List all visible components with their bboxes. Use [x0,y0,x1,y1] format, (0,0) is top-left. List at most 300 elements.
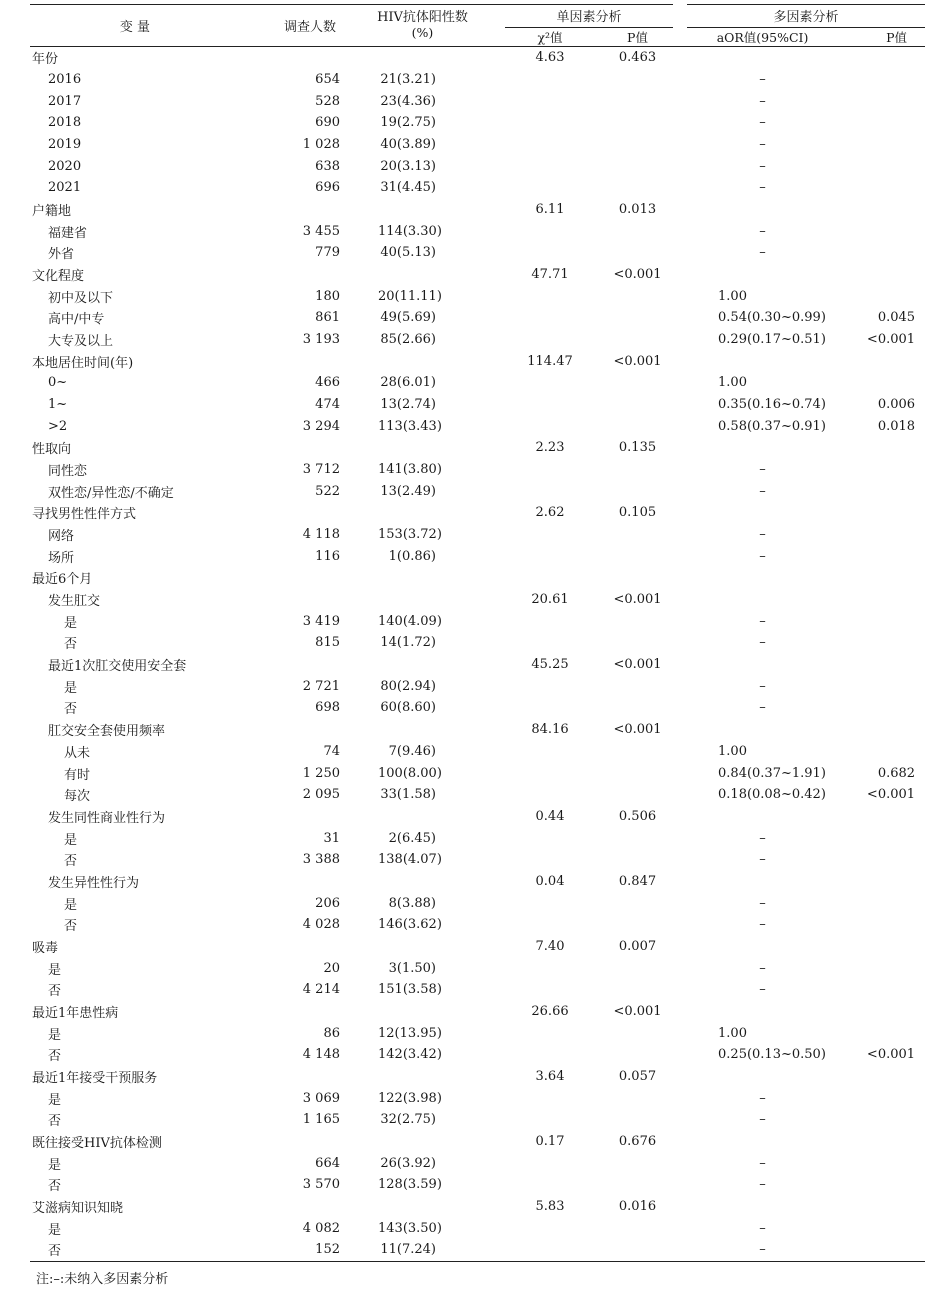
hiv-positive-value: 80(2.94) [380,678,436,694]
cell-p [595,90,680,112]
cell-aor: 0.29(0.17~0.51) [718,332,826,348]
row-label: 否 [64,637,78,653]
hiv-positive-value: 13(2.49) [380,483,436,499]
cell-adjusted-p [845,1152,925,1174]
cell-p [595,155,680,177]
cell-hiv-positive [340,1022,505,1044]
cell-p [595,1022,680,1044]
table-row [30,806,925,828]
table-row [30,1066,925,1088]
cell-surveyed: 2 095 [302,787,340,803]
cell-hiv-positive [340,1152,505,1174]
row-label: 是 [48,1222,62,1238]
row-label: >2 [48,418,68,434]
cell-surveyed: 3 294 [302,418,340,434]
cell-surveyed: 1 250 [302,765,340,781]
cell-chi2 [505,480,595,502]
cell-p: 0.007 [618,938,657,954]
table-row [30,632,925,654]
hiv-positive-value: 40(3.89) [380,137,436,153]
cell-hiv-positive [340,524,505,546]
cell-surveyed: 3 388 [302,852,340,868]
cell-adjusted-p [845,1087,925,1109]
cell-surveyed: 474 [315,397,340,413]
cell-adjusted-p [845,459,925,481]
cell-aor: 0.18(0.08~0.42) [718,787,826,803]
cell-surveyed [240,199,340,221]
hiv-positive-value: 14(1.72) [380,635,436,651]
cell-adjusted-p [845,199,925,221]
table-row [30,849,925,871]
row-label: 艾滋病知识知晓 [32,1200,124,1216]
cell-surveyed [240,502,340,524]
cell-chi2 [505,1174,595,1196]
row-label: 否 [48,1179,62,1195]
cell-adjusted-p [845,134,925,156]
cell-surveyed [240,871,340,893]
hiv-positive-value: 23(4.36) [380,93,436,109]
row-label: 户籍地 [32,204,72,220]
cell-p [595,762,680,784]
cell-chi2 [505,784,595,806]
hiv-positive-value: 113(3.43) [378,418,442,434]
cell-surveyed: 4 214 [302,982,340,998]
cell-surveyed [240,437,340,459]
cell-adjusted-p [845,545,925,567]
cell-aor [680,871,845,893]
cell-surveyed: 206 [315,895,340,911]
table-row [30,177,925,199]
cell-p: <0.001 [613,353,662,369]
cell-adjusted-p [845,654,925,676]
cell-p [595,177,680,199]
cell-p [595,459,680,481]
cell-p: 0.013 [618,202,657,218]
cell-p: 0.016 [618,1198,657,1214]
cell-chi2 [505,675,595,697]
hiv-positive-value: 8(3.88) [388,895,436,911]
cell-p [595,69,680,91]
cell-hiv-positive [340,372,505,394]
cell-aor: – [759,483,766,499]
cell-aor: 1.00 [718,743,747,759]
cell-chi2 [505,524,595,546]
cell-adjusted-p [845,1066,925,1088]
cell-hiv-positive [340,177,505,199]
header-variable: 变 量 [30,5,240,47]
cell-adjusted-p [845,567,925,589]
cell-surveyed [240,719,340,741]
cell-p [595,242,680,264]
table-row [30,957,925,979]
cell-aor [680,1131,845,1153]
cell-chi2 [505,459,595,481]
table-row [30,1022,925,1044]
cell-p: <0.001 [613,267,662,283]
cell-adjusted-p [845,610,925,632]
cell-hiv-positive [340,155,505,177]
cell-surveyed [240,654,340,676]
row-label: 文化程度 [32,269,85,285]
cell-surveyed: 152 [240,1239,340,1261]
hiv-positive-value: 3(1.50) [388,960,436,976]
cell-adjusted-p [845,719,925,741]
table-row [30,199,925,221]
cell-hiv-positive [340,1174,505,1196]
table-row [30,480,925,502]
table-row [30,307,925,329]
cell-chi2 [505,307,595,329]
cell-surveyed: 1 028 [302,137,340,153]
cell-aor: – [759,1155,766,1171]
table-row [30,329,925,351]
cell-aor: – [759,700,766,716]
cell-p: 0.676 [618,1133,657,1149]
cell-aor: – [759,895,766,911]
hiv-positive-value: 31(4.45) [380,180,436,196]
cell-chi2 [505,741,595,763]
cell-adjusted-p [845,1022,925,1044]
cell-chi2 [505,285,595,307]
hiv-positive-value: 12(13.95) [378,1025,442,1041]
cell-aor: – [759,180,766,196]
hiv-positive-value: 114(3.30) [378,223,442,239]
table-row [30,1131,925,1153]
cell-p [595,1087,680,1109]
cell-chi2: 5.83 [535,1198,565,1214]
cell-chi2 [505,155,595,177]
cell-p [595,632,680,654]
hiv-positive-value: 33(1.58) [380,787,436,803]
row-label: 本地居住时间(年) [32,355,134,371]
cell-surveyed [240,1131,340,1153]
hiv-positive-value: 146(3.62) [378,917,442,933]
row-label: 1~ [48,397,68,413]
cell-surveyed [240,1066,340,1088]
row-label: 2021 [48,180,82,196]
cell-p [595,979,680,1001]
cell-hiv-positive [340,979,505,1001]
cell-p: <0.001 [613,722,662,738]
cell-hiv-positive [340,220,505,242]
table-row [30,264,925,286]
cell-surveyed: 86 [323,1025,340,1041]
cell-chi2: 45.25 [531,657,569,673]
cell-aor [680,654,845,676]
cell-p [595,415,680,437]
hiv-positive-value: 141(3.80) [378,462,442,478]
cell-aor [680,567,845,589]
cell-surveyed: 31 [323,830,340,846]
row-label: 最近1次肛交使用安全套 [48,659,187,675]
row-label: 年份 [32,52,59,68]
cell-aor: – [759,635,766,651]
cell-adjusted-p [845,1131,925,1153]
cell-chi2: 2.62 [535,505,565,521]
cell-surveyed: 3 712 [302,462,340,478]
cell-surveyed: 116 [315,548,340,564]
table-row [30,1239,925,1261]
header-aor: aOR值(95%CI) [680,28,845,47]
cell-p [595,784,680,806]
row-label: 发生异性性行为 [48,875,140,891]
cell-surveyed [240,567,340,589]
cell-chi2: 6.11 [535,202,565,218]
cell-p [595,545,680,567]
cell-aor: – [759,548,766,564]
cell-hiv-positive [340,242,505,264]
cell-aor: 0.54(0.30~0.99) [718,310,826,326]
cell-adjusted-p [845,979,925,1001]
cell-adjusted-p: <0.001 [866,332,916,348]
header-hiv-positive [340,5,505,47]
cell-adjusted-p [845,914,925,936]
cell-aor: – [759,917,766,933]
cell-chi2 [505,762,595,784]
row-label: 既往接受HIV抗体检测 [32,1135,162,1151]
table-row [30,610,925,632]
table-row [30,675,925,697]
row-label: 发生肛交 [48,594,101,610]
cell-hiv-positive [340,849,505,871]
row-label: 性取向 [32,442,72,458]
hiv-positive-value: 49(5.69) [380,310,436,326]
row-label: 否 [30,1239,240,1261]
hiv-positive-value: 11(7.24) [380,1242,436,1258]
cell-aor [680,1066,845,1088]
cell-surveyed [240,589,340,611]
hiv-positive-value: 20(3.13) [380,158,436,174]
row-label: 场所 [48,550,75,566]
hiv-positive-value: 1(0.86) [388,548,436,564]
table-row [30,90,925,112]
cell-hiv-positive [340,936,505,958]
table-row [30,1174,925,1196]
cell-adjusted-p [845,589,925,611]
cell-hiv-positive [340,741,505,763]
table-row [30,1152,925,1174]
cell-hiv-positive [340,1001,505,1023]
cell-p [595,285,680,307]
cell-aor: – [759,115,766,131]
table-row [30,1217,925,1239]
table-row [30,524,925,546]
cell-adjusted-p [845,871,925,893]
hiv-positive-value: 28(6.01) [380,375,436,391]
row-label: 是 [64,680,78,696]
cell-surveyed: 4 082 [302,1220,340,1236]
row-label: 最近1年患性病 [32,1005,119,1021]
cell-hiv-positive [340,610,505,632]
cell-p [595,524,680,546]
cell-adjusted-p [845,502,925,524]
cell-aor [680,806,845,828]
cell-aor: 1.00 [718,375,747,391]
cell-aor: – [759,613,766,629]
header-hiv-line2: (%) [411,25,434,40]
cell-aor: – [759,830,766,846]
cell-p [595,675,680,697]
cell-chi2 [505,177,595,199]
cell-aor: – [759,223,766,239]
cell-surveyed: 180 [315,288,340,304]
cell-aor: 0.35(0.16~0.74) [718,397,826,413]
table-row [30,502,925,524]
cell-p [595,957,680,979]
hiv-positive-value: 140(4.09) [378,613,442,629]
cell-p [595,1152,680,1174]
cell-aor: 1.00 [718,1025,747,1041]
hiv-positive-value: 2(6.45) [388,830,436,846]
cell-hiv-positive [340,112,505,134]
row-label: 同性恋 [48,464,88,480]
row-label: 0~ [48,375,68,391]
row-label: 网络 [48,529,75,545]
cell-adjusted-p [845,697,925,719]
row-label: 是 [64,897,78,913]
cell-adjusted-p [845,849,925,871]
cell-chi2 [505,1044,595,1066]
cell-chi2: 26.66 [531,1003,569,1019]
cell-chi2 [505,1217,595,1239]
cell-hiv-positive [340,459,505,481]
hiv-positive-value: 138(4.07) [378,852,442,868]
cell-p: <0.001 [613,1003,662,1019]
hiv-positive-value: 20(11.11) [378,288,442,304]
cell-surveyed: 654 [315,72,340,87]
table-row [30,134,925,156]
cell-aor: 0.25(0.13~0.50) [718,1047,826,1063]
cell-aor: – [759,852,766,868]
row-label: 双性恋/异性恋/不确定 [48,485,174,501]
cell-hiv-positive [340,545,505,567]
cell-chi2: 20.61 [531,592,569,608]
cell-aor: – [759,960,766,976]
table-row [30,871,925,893]
cell-surveyed: 2 721 [302,678,340,694]
cell-surveyed: 3 193 [302,332,340,348]
cell-chi2 [505,112,595,134]
cell-p: <0.001 [613,592,662,608]
cell-chi2 [505,827,595,849]
table-row [30,1109,925,1131]
cell-chi2 [505,697,595,719]
cell-hiv-positive [340,1087,505,1109]
row-label: 否 [48,984,62,1000]
cell-aor [680,502,845,524]
row-label: 高中/中专 [48,312,105,328]
row-label: 2020 [48,158,82,174]
cell-hiv-positive [340,90,505,112]
cell-surveyed: 74 [323,743,340,759]
cell-aor: – [759,678,766,694]
cell-surveyed [240,350,340,372]
cell-p [595,697,680,719]
row-label: 是 [64,832,78,848]
hiv-positive-value: 19(2.75) [380,115,436,131]
hiv-positive-value: 13(2.74) [380,397,436,413]
cell-p [595,134,680,156]
table-row [30,155,925,177]
cell-hiv-positive [340,567,505,589]
header-p: P值 [595,28,680,47]
cell-hiv-positive [340,134,505,156]
cell-hiv-positive [340,1217,505,1239]
cell-aor [680,1196,845,1218]
cell-adjusted-p: <0.001 [866,1047,916,1063]
cell-chi2 [505,1022,595,1044]
hiv-positive-value: 122(3.98) [378,1090,442,1106]
cell-hiv-positive [340,827,505,849]
cell-adjusted-p: 0.018 [877,418,916,434]
cell-chi2 [505,1087,595,1109]
cell-chi2 [505,545,595,567]
cell-hiv-positive [340,675,505,697]
cell-adjusted-p: <0.001 [866,787,916,803]
cell-surveyed: 3 069 [302,1090,340,1106]
cell-chi2: 2.23 [535,440,565,456]
row-label: 吸毒 [32,940,59,956]
header-multivariate: 多因素分析 [680,5,925,28]
cell-chi2 [505,134,595,156]
cell-p [595,914,680,936]
row-label: 2017 [48,93,82,109]
hiv-positive-value: 21(3.21) [380,72,436,87]
cell-chi2 [505,1239,595,1261]
cell-hiv-positive [340,502,505,524]
table-row [30,567,925,589]
table-row [30,1196,925,1218]
cell-surveyed [240,264,340,286]
row-label: 有时 [64,767,91,783]
cell-p [595,827,680,849]
cell-chi2: 114.47 [527,353,573,369]
cell-surveyed: 3 419 [302,613,340,629]
row-label: 是 [48,1027,62,1043]
table-header [30,5,925,47]
cell-surveyed: 696 [315,180,340,196]
cell-adjusted-p [845,47,925,69]
row-label: 否 [64,919,78,935]
cell-adjusted-p [845,1001,925,1023]
hiv-positive-value: 128(3.59) [378,1177,442,1193]
hiv-positive-value: 142(3.42) [378,1047,442,1063]
table-body [30,47,925,1262]
table-row [30,112,925,134]
header-chi2: χ²值 [505,28,595,47]
cell-adjusted-p: 0.682 [877,765,916,781]
cell-adjusted-p [845,177,925,199]
cell-p [595,112,680,134]
cell-chi2 [505,329,595,351]
cell-hiv-positive [340,329,505,351]
cell-surveyed: 698 [315,700,340,716]
cell-chi2: 0.44 [535,808,565,824]
hiv-positive-value: 100(8.00) [378,765,442,781]
cell-chi2: 4.63 [535,50,565,66]
cell-adjusted-p [845,675,925,697]
table-row [30,1001,925,1023]
cell-adjusted-p [845,242,925,264]
cell-aor [680,199,845,221]
row-label: 是 [48,962,62,978]
cell-adjusted-p [845,437,925,459]
cell-aor: – [759,1177,766,1193]
header-hiv-line1: HIV抗体阳性数 [377,10,468,25]
cell-adjusted-p [845,957,925,979]
row-label: 否 [64,854,78,870]
cell-aor [680,264,845,286]
